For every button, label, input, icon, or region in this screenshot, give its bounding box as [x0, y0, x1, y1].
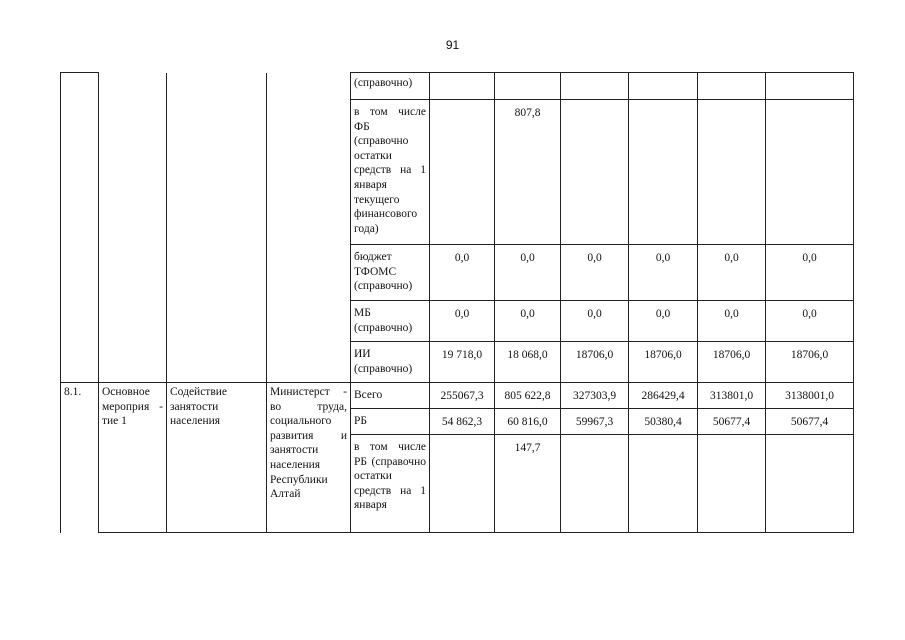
value-cell: 807,8	[495, 100, 561, 245]
type-cell-empty	[99, 73, 167, 383]
value-cell: 18706,0	[766, 342, 854, 383]
source-cell: в том числе РБ (справочно остатки средств на 1 января	[351, 435, 430, 533]
source-cell: в том числе ФБ (справочно остатки средств на 1 января текущего финансового года)	[351, 100, 430, 245]
value-cell: 18706,0	[629, 342, 698, 383]
value-cell	[561, 73, 629, 100]
value-cell: 59967,3	[561, 409, 629, 435]
value-cell	[629, 73, 698, 100]
value-cell: 0,0	[430, 301, 495, 342]
budget-table	[60, 72, 854, 533]
measure-number: 8.1.	[61, 383, 99, 533]
value-cell: 50380,4	[629, 409, 698, 435]
table-row	[61, 73, 854, 100]
value-cell: 54 862,3	[430, 409, 495, 435]
source-cell: (справочно)	[351, 73, 430, 100]
value-cell: 313801,0	[698, 383, 766, 409]
value-cell: 0,0	[495, 301, 561, 342]
value-cell	[766, 435, 854, 533]
number-cell-empty	[61, 73, 99, 383]
value-cell: 19 718,0	[430, 342, 495, 383]
source-cell: РБ	[351, 409, 430, 435]
value-cell	[430, 73, 495, 100]
value-cell	[561, 100, 629, 245]
value-cell	[698, 100, 766, 245]
source-cell: Всего	[351, 383, 430, 409]
value-cell: 18 068,0	[495, 342, 561, 383]
value-cell: 3138001,0	[766, 383, 854, 409]
value-cell: 0,0	[430, 245, 495, 301]
source-cell: МБ (справочно)	[351, 301, 430, 342]
value-cell: 50677,4	[766, 409, 854, 435]
value-cell: 255067,3	[430, 383, 495, 409]
value-cell: 0,0	[561, 301, 629, 342]
value-cell: 0,0	[561, 245, 629, 301]
value-cell	[698, 435, 766, 533]
value-cell: 0,0	[629, 245, 698, 301]
value-cell: 0,0	[698, 301, 766, 342]
value-cell	[766, 100, 854, 245]
value-cell	[629, 435, 698, 533]
name-cell-empty	[167, 73, 267, 383]
value-cell: 0,0	[495, 245, 561, 301]
value-cell	[766, 73, 854, 100]
value-cell	[430, 435, 495, 533]
value-cell	[629, 100, 698, 245]
value-cell: 0,0	[698, 245, 766, 301]
value-cell: 18706,0	[698, 342, 766, 383]
source-cell: ИИ (справочно)	[351, 342, 430, 383]
measure-type: Основное мероприя - тие 1	[99, 383, 167, 533]
value-cell	[495, 73, 561, 100]
value-cell	[561, 435, 629, 533]
value-cell: 147,7	[495, 435, 561, 533]
value-cell: 0,0	[766, 301, 854, 342]
value-cell	[430, 100, 495, 245]
value-cell: 805 622,8	[495, 383, 561, 409]
value-cell: 18706,0	[561, 342, 629, 383]
value-cell: 286429,4	[629, 383, 698, 409]
value-cell: 0,0	[766, 245, 854, 301]
value-cell	[698, 73, 766, 100]
source-cell: бюджет ТФОМС (справочно)	[351, 245, 430, 301]
value-cell: 60 816,0	[495, 409, 561, 435]
value-cell: 0,0	[629, 301, 698, 342]
value-cell: 50677,4	[698, 409, 766, 435]
executor-cell-empty	[267, 73, 351, 383]
measure-name: Содействие занятости населения	[167, 383, 267, 533]
table-row	[61, 383, 854, 409]
value-cell: 327303,9	[561, 383, 629, 409]
measure-executor: Министерст - во труда, социального развития и занятости населения Республики Алтай	[267, 383, 351, 533]
page-number: 91	[445, 38, 460, 52]
